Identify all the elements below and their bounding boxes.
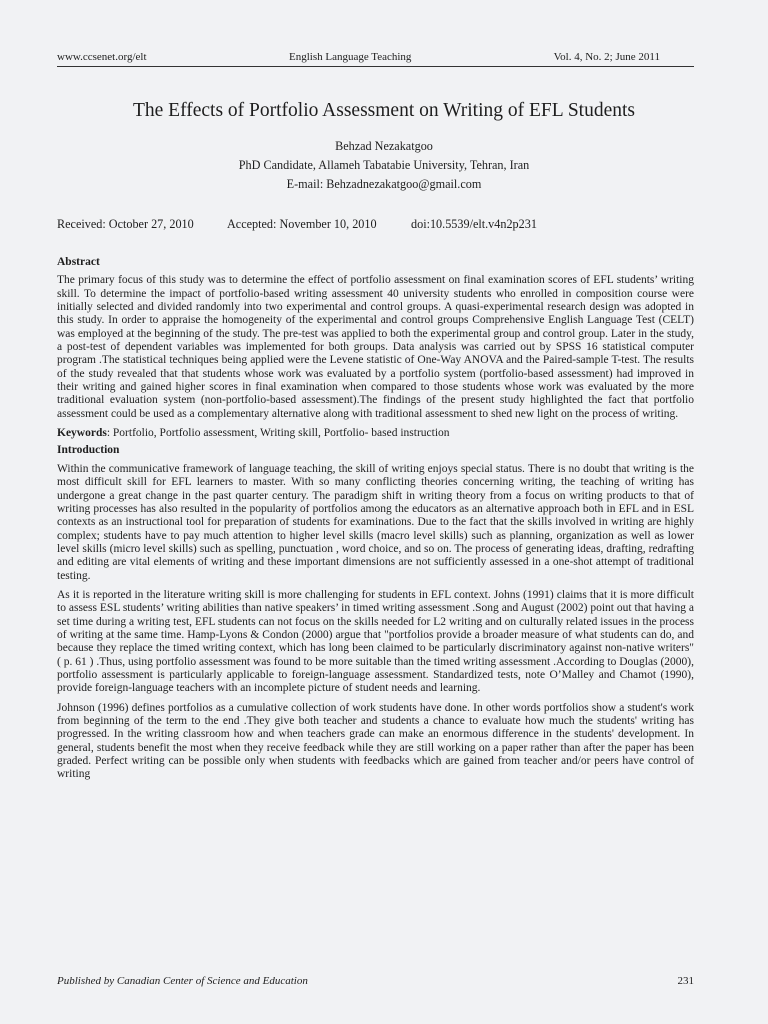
publisher-credit: Published by Canadian Center of Science and Education — [57, 975, 308, 987]
header-journal: English Language Teaching — [289, 51, 412, 63]
page-footer — [57, 974, 694, 988]
received-date: Received: October 27, 2010 — [57, 217, 194, 231]
introduction-paragraph-3: Johnson (1996) defines portfolios as a cumulative collection of work students have done. In other words portfolios show a student's work from beginning of the term to the end .They give both teacher and students a chance to evaluate how much the students' writing has progressed. In the writing classroom how and when teachers grade can make an enormous difference in the students' development. In general, students benefit the most when they receive feedback while they are still working on a paper rather than after the paper has been graded. Perfect writing can be possible only when students with feedbacks which are gained from teacher and/or peers have control of writing — [57, 701, 694, 781]
doi-link[interactable]: doi:10.5539/elt.v4n2p231 — [411, 217, 537, 231]
keywords-label: Keywords — [57, 427, 107, 440]
page-number: 231 — [677, 975, 694, 987]
author-email[interactable]: E-mail: Behzadnezakatgoo@gmail.com — [286, 177, 482, 191]
introduction-paragraph-1: Within the communicative framework of language teaching, the skill of writing enjoys special status. There is no doubt that writing is the most difficult skill for EFL learners to master. With so many conflicting theories concerning writing, the teaching of writing has undergone a great change in the past quarter century. The paradigm shift in writing theory from a focus on writing products to that of writing processes has also resulted in the popularity of portfolios among the educators as an alternative approach both in EFL and in ESL contexts as an instructional tool for preparation of students for examinations. Due to the fact that the skills involved in writing are highly complex; students have to pay much attention to higher level skills (macro level skills) such as planning, organization as well as lower level skills (micro level skills) such as spelling, punctuation , word choice, and so on. The process of generating ideas, drafting, redrafting and editing are vital elements of writing and these important dimensions are not sufficiently assessed in a one-shot attempt of traditional testing. — [57, 462, 694, 582]
keywords-text: : Portfolio, Portfolio assessment, Writing skill, Portfolio- based instruction — [106, 427, 450, 440]
abstract-text: The primary focus of this study was to determine the effect of portfolio assessment on final examination scores of EFL students’ writing skill. To determine the impact of portfolio-based writing assessment 40 university students who enrolled in composition course were initially selected and divided randomly into two experimental and control groups. A quasi-experimental research design was adopted in this study. In order to appraise the homogeneity of the experimental and control groups Comprehensive English Language Test (CELT) was employed at the beginning of the study. The pre-test was applied to both the experimental group and control group. Later in the study, a post-test of dependent variables was implemented for both groups. Data analysis was carried out by SPSS 16 statistical computer program .The statistical techniques being applied were the Levene statistic of One-Way ANOVA and the Paired-sample T-test. The results of the study revealed that that students whose work was evaluated by a portfolio system (portfolio-based assessment) had improved in their writing and gained higher scores in final examination when compared to those students whose work was evaluated by the more traditional evaluation system (non-portfolio-based assessment).The findings of the present study highlighted the fact that portfolio assessment could be used as a complementary alternative along with traditional assessment to shed new light on the process of writing. — [57, 274, 694, 420]
introduction-heading: Introduction — [57, 444, 120, 457]
keywords — [57, 427, 694, 440]
paper-title: The Effects of Portfolio Assessment on Writing of EFL Students — [132, 100, 636, 121]
article-body — [57, 256, 694, 788]
header-volume: Vol. 4, No. 2; June 2011 — [553, 51, 660, 63]
author-affiliation: PhD Candidate, Allameh Tabatabie University, Tehran, Iran — [238, 158, 530, 172]
author-name: Behzad Nezakatgoo — [335, 139, 433, 153]
accepted-date: Accepted: November 10, 2010 — [227, 217, 377, 231]
header-url[interactable]: www.ccsenet.org/elt — [57, 51, 147, 63]
introduction-paragraph-2: As it is reported in the literature writing skill is more challenging for students in EFL context. Johns (1991) claims that it is more difficult to assess ESL students’ writing abilities than native speakers’ in timed writing assessment .Song and August (2002) point out that having a set time during a writing test, EFL students can not focus on the skills needed for L2 writing and on culturally related issues in the process of writing at the same time. Hamp-Lyons & Condon (2000) argue that "portfolios provide a broader measure of what students can do, and because they replace the timed writing context, which has long been claimed to be particularly discriminatory against non-native writers" ( p. 61 ) .Thus, using portfolio assessment was found to be more suitable than the timed writing assessment .According to Douglas (2000), portfolio assessment is particularly applicable to foreign-language assessment. Standardized tests, note O’Malley and Chamot (1990), provide foreign-language teachers with an incomplete picture of student needs and learning. — [57, 588, 694, 695]
abstract-heading: Abstract — [57, 256, 100, 268]
running-header — [57, 50, 694, 67]
author-block — [0, 137, 768, 194]
article-dates — [57, 216, 697, 232]
